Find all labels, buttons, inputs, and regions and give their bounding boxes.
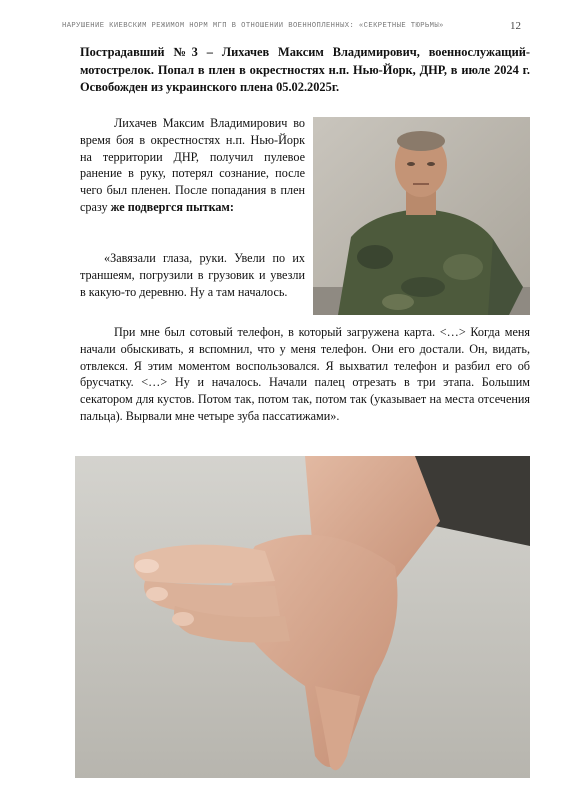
intro-paragraph	[80, 115, 305, 216]
intro-tail: :	[229, 199, 234, 214]
section-heading: Пострадавший №3 – Лихачев Максим Владимирович, военнослужащий-мотострелок. Попал в плен в окрестностях н.п. Нью-Йорк, ДНР, в июле 2024 г. Освобожден из украинского плена 05.02.2025г.	[80, 45, 530, 94]
intro-text: Лихачев Максим Владимирович во время боя в окрестностях н.п. Нью-Йорк на территории ДНР, получил пулевое ранение в руку, потерял сознание, после чего был пленен. После попадания в плен сразу	[80, 116, 305, 214]
quote-text-1: «Завязали глаза, руки. Увели по их траншеям, погрузили в грузовик и увезли в какую-то деревню. Ну а там началось.	[80, 251, 305, 299]
page-number: 12	[510, 20, 521, 32]
quote-paragraph-1	[80, 250, 305, 300]
quote-text-2: При мне был сотовый телефон, в который загружена карта. <…> Когда меня начали обыскивать, я вспомнил, что у меня телефон. Они его достали. Он, видать, отвлекся. Я этим моментом воспользовался. Я выхватил телефон и разбил его об брусчатку. <…> Ну и началось. Начали палец отрезать в три этапа. Большим секатором для кустов. Потом так, потом так, потом так (указывает на места отсечения пальца). Вырвали мне четыре зуба пассатижами».	[80, 325, 530, 423]
portrait-photo	[313, 117, 530, 315]
intro-bold-text: же подвергся пыткам	[110, 199, 230, 214]
hand-photo	[75, 456, 530, 778]
quote-paragraph-2	[80, 324, 530, 425]
running-header: НАРУШЕНИЕ КИЕВСКИМ РЕЖИМОМ НОРМ МГП В ОТНОШЕНИИ ВОЕННОПЛЕННЫХ: «СЕКРЕТНЫЕ ТЮРЬМЫ»	[62, 22, 444, 30]
